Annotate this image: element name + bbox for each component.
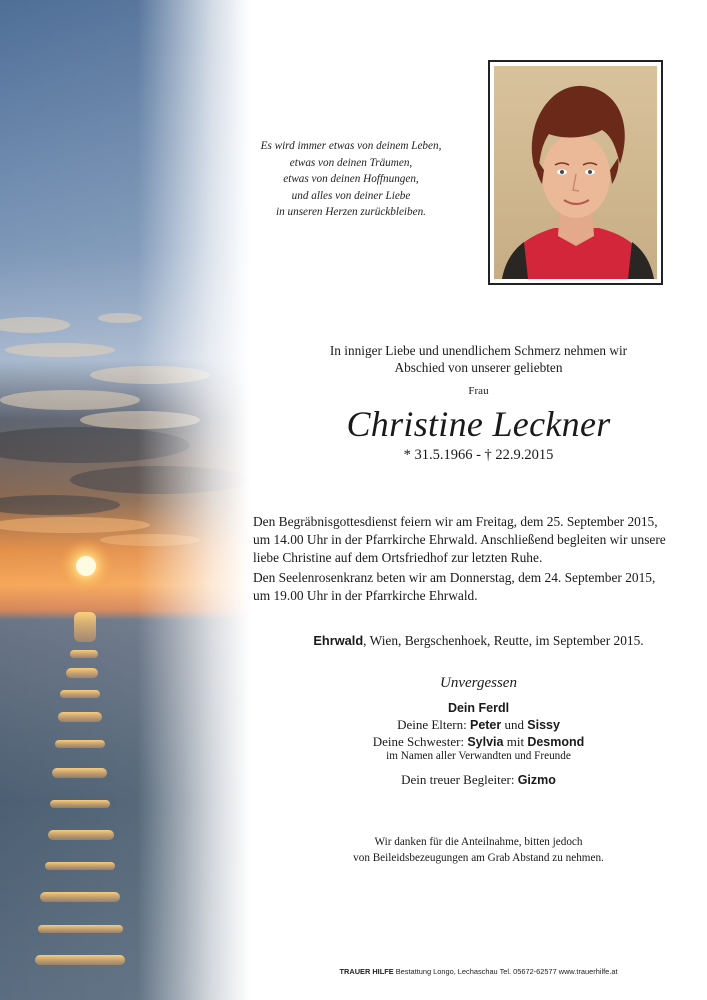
footer-brand: TRAUER HILFE — [339, 967, 394, 976]
rosary-line: um 19.00 Uhr in der Pfarrkirche Ehrwald. — [253, 588, 478, 604]
poem-line: und alles von deiner Liebe — [291, 189, 411, 202]
mourner-partner — [250, 700, 707, 716]
poem-line: Es wird immer etwas von deinem Leben, — [260, 140, 442, 152]
funeral-line: um 14.00 Uhr in der Pfarrkirche Ehrwald. Anschließend begleiten wir unsere — [253, 532, 666, 548]
funeral-paragraph — [253, 513, 693, 568]
places-highlight: Ehrwald — [313, 633, 364, 648]
mourner-companion — [250, 772, 707, 788]
mourner-name: Peter — [469, 718, 502, 732]
mourner-parents — [250, 717, 707, 733]
life-dates: * 31.5.1966 - † 22.9.2015 — [403, 447, 554, 463]
portrait-photo — [488, 60, 663, 285]
thanks-line-1: Wir danken für die Anteilnahme, bitten jedoch — [374, 836, 583, 848]
intro-line-2: Abschied von unserer geliebten — [394, 360, 563, 375]
intro-text — [250, 342, 707, 376]
thanks-line-2: von Beileidsbezeugungen am Grab Abstand zu nehmen. — [353, 852, 604, 864]
places-line — [250, 633, 707, 649]
rosary-line: Den Seelenrosenkranz beten wir am Donnerstag, dem 24. September 2015, — [253, 570, 656, 585]
poem-line: etwas von deinen Hoffnungen, — [283, 173, 419, 186]
unvergessen-heading: Unvergessen — [440, 675, 517, 691]
footer-text: Bestattung Longo, Lechaschau Tel. 05672-62577 www.trauerhilfe.at — [393, 967, 618, 976]
mourner-name: Gizmo — [517, 773, 556, 787]
mourner-conjunction: und — [501, 717, 528, 732]
poem-line: in unseren Herzen zurückbleiben. — [276, 206, 426, 219]
mourner-name: Desmond — [527, 735, 585, 749]
mourner-name: Sissy — [527, 718, 560, 732]
sunset-image — [0, 0, 250, 1000]
mourner-name: Dein Ferdl — [447, 701, 510, 715]
funeral-line: Den Begräbnisgottesdienst feiern wir am Freitag, dem 25. September 2015, — [253, 514, 658, 529]
footer — [250, 967, 707, 976]
mourner-conjunction: mit — [503, 734, 528, 749]
mourner-name: Sylvia — [467, 735, 504, 749]
intro-line-1: In inniger Liebe und unendlichem Schmerz nehmen wir — [329, 343, 628, 358]
funeral-line: liebe Christine auf dem Ortsfriedhof zur letzten Ruhe. — [253, 550, 543, 566]
poem-line: etwas von deinen Träumen, — [289, 156, 413, 169]
deceased-name: Christine Leckner — [346, 404, 611, 444]
mourner-relatives: im Namen aller Verwandten und Freunde — [386, 750, 571, 762]
rosary-paragraph — [253, 569, 693, 605]
mourner-label: Deine Schwester: — [372, 734, 468, 749]
poem — [238, 138, 464, 221]
thanks-note — [250, 834, 707, 866]
mourner-sister — [250, 734, 707, 750]
title-word: Frau — [468, 385, 489, 397]
mourner-label: Deine Eltern: — [397, 717, 470, 732]
places-rest: , Wien, Bergschenhoek, Reutte, im September 2015. — [363, 633, 644, 648]
mourner-label: Dein treuer Begleiter: — [401, 772, 518, 787]
